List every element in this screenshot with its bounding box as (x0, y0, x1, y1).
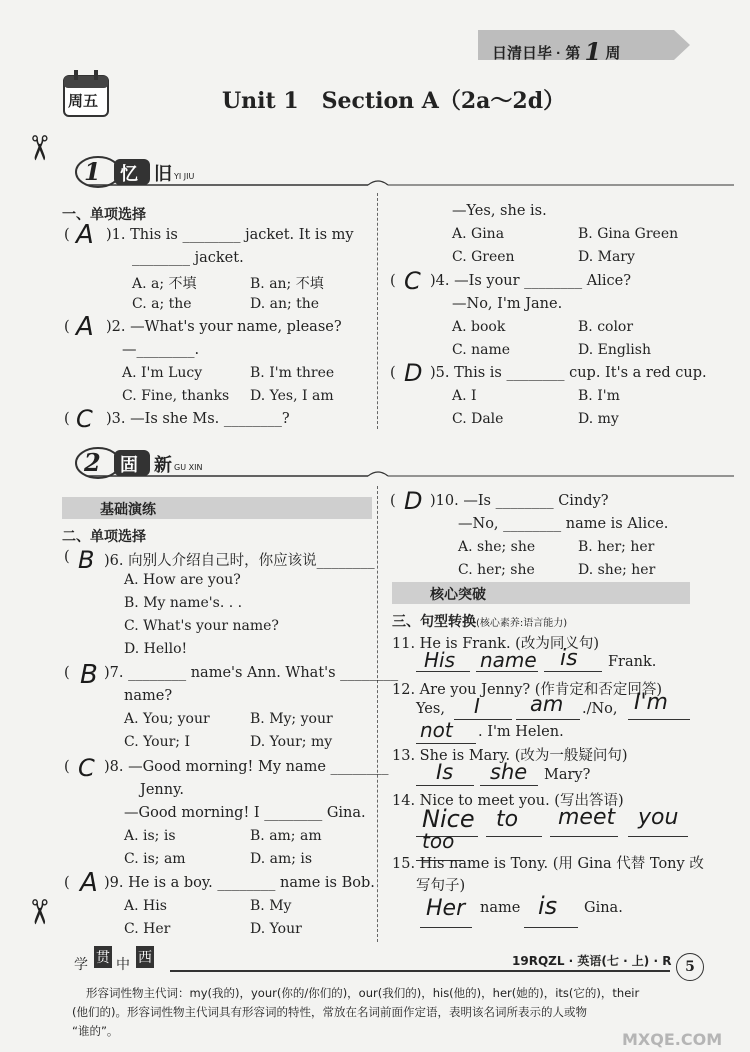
handwritten-answer: name (480, 648, 537, 672)
option-a: A. she; she (458, 539, 536, 555)
question-text: )4. —Is your ________ Alice? (430, 273, 632, 289)
week-unit: 周 (605, 45, 621, 62)
question-2: ( A )2. —What's your name, please? —________. A. I'm Lucy B. I'm three C. Fine, thanks D. Yes, I am (64, 312, 342, 404)
option-c: C. What's your name? (124, 618, 279, 634)
footer-badge-char: 贯 (94, 946, 112, 968)
section-pinyin: GU XIN (174, 463, 203, 472)
basic-practice-label: 基础演练 (100, 502, 156, 518)
question-text: 15. His name is Tony. (用 Gina 代替 Tony 改 (392, 856, 704, 872)
question-text: ________ jacket. (132, 250, 244, 266)
handwritten-answer: she (490, 760, 528, 784)
handwritten-answer: meet (558, 805, 616, 830)
question-text: 13. She is Mary. (改为一般疑问句) (392, 748, 628, 764)
option-d: D. Your; my (250, 734, 333, 750)
handwritten-answer: not (420, 718, 453, 742)
watermark: MXQE.COM (622, 1030, 723, 1049)
handwritten-answer: too (422, 829, 455, 853)
option-b: B. My (250, 898, 292, 914)
question-5: ( D )5. This is ________ cup. It's a red cup. A. I B. I'm C. Dale D. my (390, 359, 707, 427)
answer-handwritten: A (76, 312, 94, 342)
column-divider (377, 193, 378, 429)
option-b: B. her; her (578, 539, 655, 555)
option-c: C. name (452, 342, 511, 358)
question-11 (392, 632, 732, 678)
option-d: D. Yes, I am (250, 388, 334, 404)
page-number-text: 5 (685, 959, 695, 975)
footer-badge (74, 946, 164, 974)
footer-badge-char: 学 (74, 957, 88, 973)
option-b: B. an; 不填 (250, 276, 324, 292)
question-text: —________. (122, 342, 200, 358)
question-text: )5. This is ________ cup. It's a red cup. (430, 365, 707, 381)
week-tab-text: 日清日毕 · 第 (492, 45, 581, 62)
week-tab (478, 30, 690, 66)
question-text: )10. —Is ________ Cindy? (430, 493, 609, 509)
option-a: A. book (452, 319, 506, 335)
section-title-char: 忆 (120, 164, 138, 185)
option-b: B. color (578, 319, 634, 335)
question-text: )9. He is a boy. ________ name is Bob. (104, 875, 375, 891)
question-3: ( C )3. —Is she Ms. ________? (64, 405, 290, 433)
option-d: D. Mary (578, 249, 635, 265)
page-number (676, 953, 704, 981)
part1-heading: 一、单项选择 (62, 207, 146, 223)
option-a: A. I (452, 388, 477, 404)
question-text: 写句子) (416, 878, 466, 894)
section-number: 2 (84, 448, 101, 477)
column-divider (377, 486, 378, 942)
question-text: )6. 向别人介绍自己时，你应该说________ (104, 553, 375, 569)
answer-handwritten: C (76, 405, 93, 433)
question-1: ( A )1. This is ________ jacket. It is my ________ jacket. A. a; 不填 B. an; 不填 C. a; the D. an; the (64, 220, 354, 312)
handwritten-answer: is (538, 892, 558, 920)
option-c: C. a; the (132, 296, 192, 312)
section-number: 1 (84, 157, 101, 186)
option-c: C. Your; I (124, 734, 190, 750)
option-a: A. is; is (124, 828, 176, 844)
part2-heading: 二、单项选择 (62, 529, 146, 545)
question-10: ( D )10. —Is ________ Cindy? —No, ________ name is Alice. A. she; she B. her; her C. her; she D. she; her (390, 487, 669, 578)
question-text: )2. —What's your name, please? (106, 319, 342, 335)
option-c: C. Green (452, 249, 515, 265)
part3-heading-note: (核心素养:语言能力) (476, 618, 568, 629)
question-7: ( B )7. ________ name's Ann. What's ________ name? A. You; your B. My; your C. Your; I D. Your; my (64, 660, 399, 750)
question-6: ( B )6. 向别人介绍自己时，你应该说________ A. How are you? B. My name's. . . C. What's your name? D. Hello! (64, 546, 375, 657)
week-number: 1 (584, 37, 602, 66)
answer-handwritten: D (404, 359, 423, 387)
day-label: 周五 (68, 92, 99, 110)
section-pinyin: YI JIU (174, 172, 195, 181)
question-15 (392, 852, 732, 922)
handwritten-answer: is (560, 646, 578, 671)
handwritten-answer: I'm (634, 690, 668, 715)
handwritten-answer: Her (426, 896, 466, 921)
answer-handwritten: B (78, 546, 95, 574)
question-12 (392, 678, 732, 744)
scissors-icon: ✂ (18, 133, 59, 163)
page-title: Unit 1 Section A（2a～2d） (222, 88, 566, 114)
question-text: )7. ________ name's Ann. What's ________ (104, 665, 399, 681)
option-b: B. I'm three (250, 365, 335, 381)
yes-prefix: Yes, (416, 701, 445, 717)
footer-code: 19RQZL · 英语(七 · 上) · R (512, 954, 672, 968)
question-14 (392, 789, 732, 851)
option-a: A. I'm Lucy (122, 365, 203, 381)
question-text: 14. Nice to meet you. (写出答语) (392, 793, 624, 809)
question-text: 12. Are you Jenny? (作肯定和否定回答) (392, 682, 663, 698)
option-a: A. a; 不填 (132, 276, 197, 292)
sentence-tail: Gina. (584, 900, 623, 916)
sentence-tail: . I'm Helen. (478, 724, 564, 740)
footer-note-line: (他们的)。形容词性物主代词具有形容词的特性，常放在名词前面作定语，表明该名词所表示的人或物 (72, 1005, 587, 1019)
option-d: D. Hello! (124, 641, 188, 657)
option-c: C. Fine, thanks (122, 388, 230, 404)
core-breakthrough-label: 核心突破 (430, 587, 486, 603)
section-new-banner (68, 446, 734, 484)
sentence-middle: name (480, 900, 521, 916)
question-text: )8. —Good morning! My name ________ (104, 759, 389, 775)
question-text: )3. —Is she Ms. ________? (106, 411, 290, 427)
answer-handwritten: A (76, 220, 94, 250)
option-a: A. You; your (124, 711, 210, 727)
answer-handwritten: D (404, 487, 423, 515)
handwritten-answer: you (638, 805, 679, 830)
answer-handwritten: C (78, 754, 95, 782)
option-a: A. Gina (452, 226, 505, 242)
option-d: D. am; is (250, 851, 313, 867)
handwritten-answer: Nice (422, 805, 475, 833)
handwritten-answer: I (474, 694, 480, 718)
sentence-tail: Mary? (544, 767, 591, 783)
sentence-tail: Frank. (608, 654, 657, 670)
question-4: ( C )4. —Is your ________ Alice? —No, I'm Jane. A. book B. color C. name D. English (390, 267, 651, 358)
question-text: —Good morning! I ________ Gina. (124, 805, 366, 821)
section-title-char: 固 (120, 455, 138, 476)
option-a: A. His (124, 898, 167, 914)
footer-rule (170, 970, 670, 972)
question-3-continued (390, 200, 730, 272)
section-title-char: 新 (154, 455, 172, 476)
core-breakthrough-bar (392, 582, 690, 604)
question-text: —No, I'm Jane. (452, 296, 563, 312)
option-c: C. is; am (124, 851, 186, 867)
answer-handwritten: C (404, 267, 421, 295)
scissors-icon: ✂ (18, 897, 59, 927)
answer-handwritten: B (80, 660, 98, 690)
option-c: C. Her (124, 921, 171, 937)
handwritten-answer: His (424, 648, 456, 672)
option-a: A. How are you? (124, 572, 241, 588)
question-text: Jenny. (140, 782, 184, 798)
question-text: name? (124, 688, 173, 704)
option-b: B. My; your (250, 711, 333, 727)
answer-handwritten: A (80, 868, 98, 898)
option-d: D. Your (250, 921, 302, 937)
question-text: 11. He is Frank. (改为同义句) (392, 636, 599, 652)
calendar-day-badge (62, 68, 110, 118)
footer-badge-char: 中 (116, 957, 130, 973)
question-13 (392, 744, 732, 790)
section-title-char: 旧 (154, 164, 172, 185)
footer-note-line: “谁的”。 (72, 1024, 119, 1038)
question-8: ( C )8. —Good morning! My name ________ Jenny. —Good morning! I ________ Gina. A. is; is B. am; am C. is; am D. am; is (64, 754, 389, 867)
option-d: D. English (578, 342, 651, 358)
option-b: B. Gina Green (578, 226, 679, 242)
footer-badge-char: 西 (136, 946, 154, 968)
handwritten-answer: am (530, 692, 564, 716)
option-c: C. her; she (458, 562, 535, 578)
option-d: D. an; the (250, 296, 320, 312)
handwritten-answer: Is (436, 760, 454, 784)
question-text: —No, ________ name is Alice. (458, 516, 669, 532)
no-prefix: ./No, (582, 701, 618, 717)
option-d: D. my (578, 411, 619, 427)
footer-note-line: 形容词性物主代词：my(我的)，your(你的/你们的)，our(我们的)，his(他的)，her(她的)，its(它的)，their (86, 986, 640, 1000)
part3-heading-text: 三、句型转换 (392, 614, 476, 630)
option-c: C. Dale (452, 411, 504, 427)
handwritten-answer: to (496, 807, 519, 832)
basic-practice-bar (62, 497, 372, 519)
question-9: ( A )9. He is a boy. ________ name is Bob. A. His B. My C. Her D. Your (64, 868, 375, 937)
question-text: )1. This is ________ jacket. It is my (106, 227, 354, 243)
option-b: B. I'm (578, 388, 620, 404)
question-text: —Yes, she is. (452, 203, 547, 219)
option-b: B. am; am (250, 828, 322, 844)
part3-heading (392, 611, 567, 631)
option-d: D. she; her (578, 562, 656, 578)
section-review-banner (68, 155, 734, 193)
option-b: B. My name's. . . (124, 595, 243, 611)
